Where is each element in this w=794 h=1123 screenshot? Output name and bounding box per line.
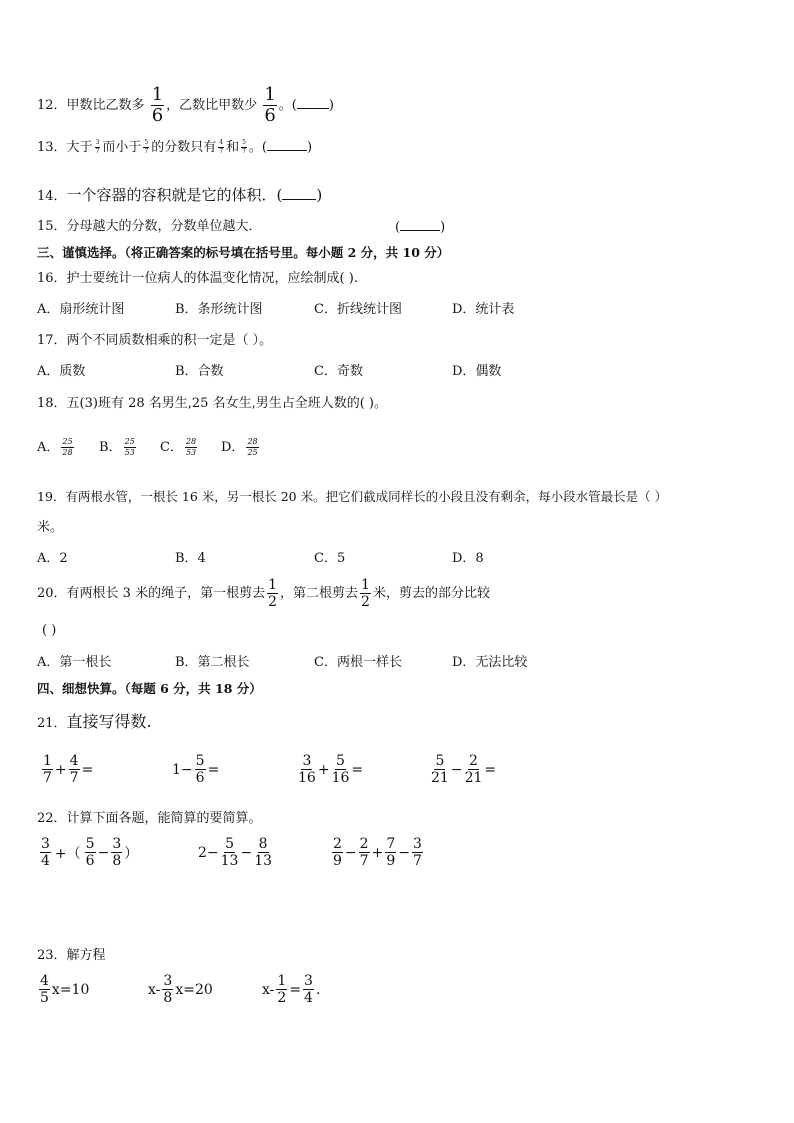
question-14 [37, 186, 322, 206]
expression-22-2 [198, 837, 274, 868]
denominator: 8 [163, 990, 173, 1006]
equation-23-1 [37, 974, 89, 1005]
fraction [254, 837, 272, 868]
numerator: 1 [264, 84, 276, 105]
denominator: 9 [333, 853, 342, 869]
equals-sign: = [484, 761, 497, 778]
denominator: 9 [386, 853, 396, 869]
question-text: 计算下面各题，能简算的要简算。 [66, 811, 262, 826]
fraction [263, 86, 276, 125]
question-text: ) [328, 98, 334, 113]
fraction [332, 754, 350, 785]
denominator: 5 [40, 990, 49, 1006]
numerator: 25 [62, 437, 73, 446]
fraction [162, 974, 173, 1005]
answer-parens[interactable]: ( ) [42, 623, 57, 638]
fraction [40, 837, 51, 868]
denominator: 7 [43, 770, 52, 786]
numerator: 28 [185, 437, 197, 446]
denominator: 6 [264, 105, 276, 126]
question-number: 14． [37, 189, 67, 204]
fraction [111, 837, 122, 868]
option-a[interactable]: A．质数 [37, 364, 86, 379]
numerator: 28 [247, 437, 258, 446]
fraction [221, 837, 239, 868]
option-a[interactable]: A．2 [37, 551, 68, 566]
numerator: 5 [336, 753, 345, 769]
operator: − [97, 844, 110, 861]
option-d[interactable]: D．无法比较 [452, 655, 528, 670]
fraction [195, 754, 206, 785]
question-text: 分母越大的分数，分数单位越大． [66, 219, 262, 234]
numerator: 4 [69, 753, 79, 769]
expression-21-2 [172, 754, 219, 785]
operator: + [317, 761, 330, 778]
numerator: 1 [43, 753, 52, 769]
numerator: 1 [277, 973, 287, 989]
question-number: 22． [37, 811, 67, 826]
fraction [465, 754, 483, 785]
fraction [412, 837, 423, 868]
section-heading-4: 四、细想快算。（每题 6 分，共 18 分） [37, 681, 262, 696]
equation-text: x=20 [175, 981, 213, 998]
operator: − [240, 844, 253, 861]
question-text: ) [440, 220, 446, 235]
question-text: 一个容器的容积就是它的体积．( [66, 186, 283, 204]
question-19 [37, 488, 667, 506]
numerator: 3 [41, 836, 50, 852]
denominator: 7 [69, 770, 79, 786]
fraction [359, 837, 370, 868]
question-12 [37, 86, 334, 125]
question-number: 16． [37, 271, 67, 286]
question-text: ( [395, 220, 401, 235]
option-b[interactable]: B．条形统计图 [175, 302, 263, 317]
question-text: ) [307, 140, 313, 155]
question-text: 解方程 [66, 948, 106, 963]
option-c[interactable]: C．奇数 [314, 364, 363, 379]
question-text: 的分数只有 [151, 140, 217, 155]
fraction [42, 754, 53, 785]
question-20 [37, 578, 490, 609]
option-d[interactable]: D．8 [452, 551, 484, 566]
denominator: 21 [464, 770, 483, 786]
question-text: 五(3)班有 28 名男生,25 名女生,男生占全班人数的( )。 [66, 396, 387, 411]
question-text: 甲数比乙数多 [66, 98, 145, 113]
denominator: 7 [95, 148, 100, 155]
equation-23-2 [148, 974, 213, 1005]
question-text: 大于 [66, 140, 93, 155]
question-text: 有两根长 3 米的绳子，第一根剪去 [66, 585, 266, 601]
option-b[interactable]: B．4 [175, 551, 206, 566]
question-13 [37, 138, 312, 157]
question-15-answer [395, 218, 445, 237]
expression-22-3 [330, 837, 425, 868]
denominator: 53 [124, 448, 135, 457]
denominator: 7 [219, 148, 224, 155]
fraction [276, 974, 287, 1005]
option-a[interactable] [37, 438, 76, 457]
denominator: 16 [298, 770, 316, 786]
numerator: 1 [151, 84, 164, 105]
equals-sign: = [207, 761, 220, 778]
fraction [303, 974, 314, 1005]
equation-text: x- [262, 981, 275, 998]
fraction [298, 754, 316, 785]
option-b[interactable] [99, 438, 138, 457]
expression-21-4 [429, 754, 496, 785]
operator: − [344, 844, 357, 861]
question-text: ，乙数比甲数少 [166, 98, 258, 113]
option-d[interactable] [221, 438, 261, 457]
option-b[interactable]: B．第二根长 [175, 655, 250, 670]
numerator: 2 [469, 753, 478, 769]
fraction [431, 754, 449, 785]
fraction [267, 578, 278, 609]
denominator: 8 [112, 853, 122, 869]
numerator: 4 [40, 973, 49, 989]
option-b[interactable]: B．合数 [175, 364, 224, 379]
fraction [143, 140, 149, 155]
operator: + [371, 844, 384, 861]
numerator: 8 [258, 836, 268, 852]
option-a[interactable]: A．第一根长 [37, 655, 112, 670]
operand: 1− [172, 761, 193, 778]
denominator: 25 [247, 448, 258, 457]
numerator: 5 [144, 139, 149, 146]
operator: + [54, 761, 67, 778]
fraction [246, 438, 258, 457]
question-16 [37, 270, 358, 288]
question-number: 12． [37, 98, 67, 113]
fraction [185, 438, 197, 457]
numerator: 1 [361, 577, 370, 593]
numerator: 7 [386, 836, 396, 852]
question-17 [37, 332, 272, 350]
option-d[interactable]: D．统计表 [452, 302, 515, 317]
fraction [39, 974, 50, 1005]
expression-21-1 [40, 754, 93, 785]
option-label: D． [221, 439, 245, 455]
question-text: 直接写得数. [66, 712, 152, 731]
question-21 [37, 712, 152, 734]
numerator: 1 [268, 577, 278, 593]
denominator: 21 [431, 770, 449, 786]
fraction [241, 140, 247, 155]
numerator: 3 [95, 139, 100, 146]
option-c[interactable]: C．5 [314, 551, 346, 566]
numerator: 25 [124, 437, 135, 446]
denominator: 7 [359, 853, 369, 869]
numerator: 2 [359, 836, 369, 852]
numerator: 3 [112, 836, 122, 852]
answer-blank[interactable] [282, 187, 316, 200]
equation-23-3 [262, 974, 320, 1005]
question-18 [37, 395, 387, 413]
equals-sign: = [351, 761, 364, 778]
equals-sign: = [81, 761, 94, 778]
question-number: 18． [37, 396, 67, 411]
question-number: 20． [37, 585, 67, 601]
question-text: 。( [278, 98, 297, 113]
denominator: 7 [144, 148, 149, 155]
question-text: 护士要统计一位病人的体温变化情况，应绘制成( ). [66, 271, 358, 286]
answer-blank[interactable] [400, 218, 440, 231]
option-label: B． [99, 439, 122, 455]
question-number: 19． [37, 489, 66, 504]
option-label: C． [160, 439, 183, 455]
equation-text: x=10 [51, 981, 90, 998]
question-text: 而小于 [102, 140, 142, 155]
equals-sign: = [289, 981, 302, 998]
question-number: 17． [37, 333, 67, 348]
option-a[interactable]: A．扇形统计图 [37, 302, 125, 317]
numerator: 5 [242, 139, 246, 146]
fraction [360, 578, 371, 609]
denominator: 16 [331, 770, 350, 786]
question-text: ，第二根剪去 [280, 585, 359, 601]
question-number: 21． [37, 716, 67, 731]
question-text: 米，剪去的部分比较 [372, 585, 490, 601]
denominator: 4 [41, 853, 50, 869]
fraction [61, 438, 73, 457]
denominator: 13 [254, 853, 273, 869]
denominator: 6 [195, 770, 205, 786]
denominator: 7 [412, 853, 422, 869]
fraction [69, 754, 80, 785]
denominator: 6 [151, 105, 164, 126]
question-text: 有两根水管，一根长 16 米，另一根长 20 米。把它们截成同样长的小段且没有剩余，每小段水管最长是（ ） [65, 489, 668, 504]
fraction [95, 140, 101, 155]
fraction [151, 86, 164, 125]
question-23 [37, 947, 106, 965]
question-19-cont: 米。 [37, 520, 64, 535]
fraction [124, 438, 136, 457]
numerator: 3 [412, 836, 422, 852]
expression-22-1 [38, 837, 138, 868]
equation-text: x- [148, 981, 161, 998]
option-c[interactable]: C．两根一样长 [314, 655, 402, 670]
numerator: 4 [219, 139, 224, 146]
fraction [385, 837, 396, 868]
numerator: 3 [304, 973, 313, 989]
question-number: 13． [37, 140, 67, 155]
section-heading-3: 三、谨慎选择。（将正确答案的标号填在括号里。每小题 2 分，共 10 分） [37, 245, 450, 260]
denominator: 6 [85, 853, 95, 869]
denominator: 28 [62, 448, 73, 457]
option-c[interactable]: C．折线统计图 [314, 302, 402, 317]
denominator: 4 [304, 990, 313, 1006]
operator: +（ [54, 845, 81, 862]
denominator: 13 [220, 853, 239, 869]
expression-21-3 [296, 754, 363, 785]
answer-blank[interactable] [297, 96, 329, 109]
numerator: 5 [85, 836, 95, 852]
answer-blank[interactable] [267, 138, 307, 151]
option-d[interactable]: D．偶数 [452, 364, 502, 379]
operator: ） [124, 845, 139, 862]
denominator: 2 [361, 594, 370, 610]
denominator: 7 [242, 148, 246, 155]
operator: − [450, 761, 463, 778]
numerator: 5 [195, 753, 205, 769]
question-text: 两个不同质数相乘的积一定是（ ）。 [66, 333, 273, 348]
question-text: 和 [226, 140, 240, 155]
question-text: ) [316, 186, 323, 204]
numerator: 3 [163, 973, 173, 989]
question-number: 15． [37, 219, 67, 234]
equation-text: . [315, 981, 321, 998]
denominator: 2 [268, 594, 278, 610]
fraction [332, 837, 343, 868]
question-15 [37, 218, 262, 236]
question-number: 23． [37, 948, 67, 963]
fraction [85, 837, 96, 868]
option-c[interactable] [160, 438, 199, 457]
operand: 2− [198, 844, 219, 861]
numerator: 5 [225, 836, 235, 852]
numerator: 3 [302, 753, 312, 769]
question-text: 。( [248, 140, 267, 155]
denominator: 53 [185, 448, 197, 457]
question-22 [37, 810, 262, 828]
operator: − [398, 844, 410, 861]
denominator: 2 [277, 990, 287, 1006]
fraction [218, 140, 224, 155]
option-label: A． [37, 439, 60, 455]
numerator: 5 [435, 753, 445, 769]
numerator: 2 [333, 836, 342, 852]
